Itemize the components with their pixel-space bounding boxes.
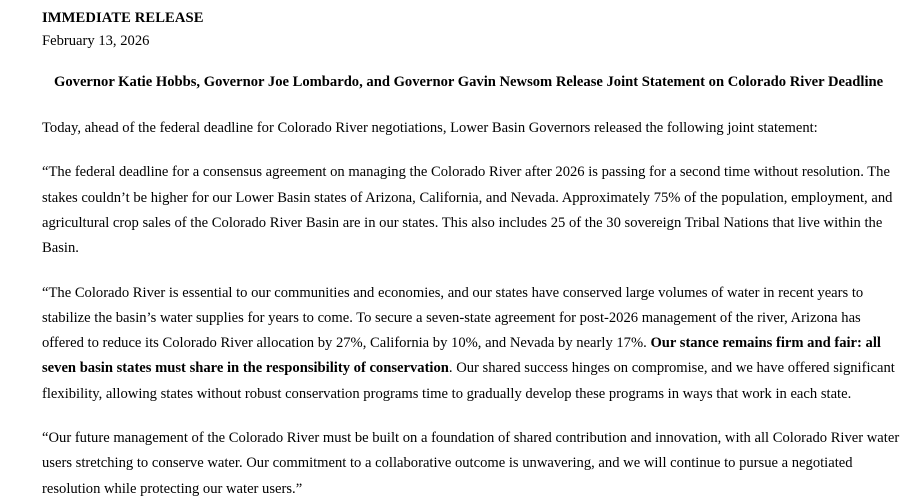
quote-two-text-tail: . Our shared success hinges on compromise, and we have offered significant flexibility, allowing states without robust conservation programs time to gradually develop these programs in ways that work in each state.: [42, 360, 895, 402]
quote-two-emphasis: Our stance remains firm and fair: all seven basin states must share in the responsibility of conservation: [42, 335, 881, 377]
quote-two-text-lead: “The Colorado River is essential to our communities and economies, and our states have conserved large volumes of water in recent years to stabilize the basin’s water supplies for years to come. To secure a seven-state agreement for post-2026 management of the river, Arizona has offered to reduce its Colorado River allocation by 27%, California by 10%, and Nevada by nearly 17%.: [42, 284, 864, 352]
release-label: IMMEDIATE RELEASE: [42, 10, 204, 26]
paragraph-quote-two: [42, 281, 900, 407]
paragraph-intro: Today, ahead of the federal deadline for Colorado River negotiations, Lower Basin Governors released the following joint statement:: [42, 120, 818, 137]
page-title: Governor Katie Hobbs, Governor Joe Lombardo, and Governor Gavin Newsom Release Joint Statement on Colorado River Deadline: [54, 74, 884, 91]
paragraph-quote-one: “The federal deadline for a consensus agreement on managing the Colorado River after 2026 is passing for a second time without resolution. The stakes couldn’t be higher for our Lower Basin states of Arizona, California, and Nevada. Approximately 75% of the population, employment, and agricultural crop sales of the Colorado River Basin are in our states. This also includes 25 of the 30 sovereign Tribal Nations that live within the Basin.: [42, 164, 893, 257]
release-date: February 13, 2026: [42, 32, 150, 49]
paragraph-quote-three: “Our future management of the Colorado River must be built on a foundation of shared contribution and innovation, with all Colorado River water users stretching to conserve water. Our commitment to a collaborative outcome is unwavering, and we will continue to pursue a negotiated resolution while protecting our water users.”: [42, 430, 900, 497]
